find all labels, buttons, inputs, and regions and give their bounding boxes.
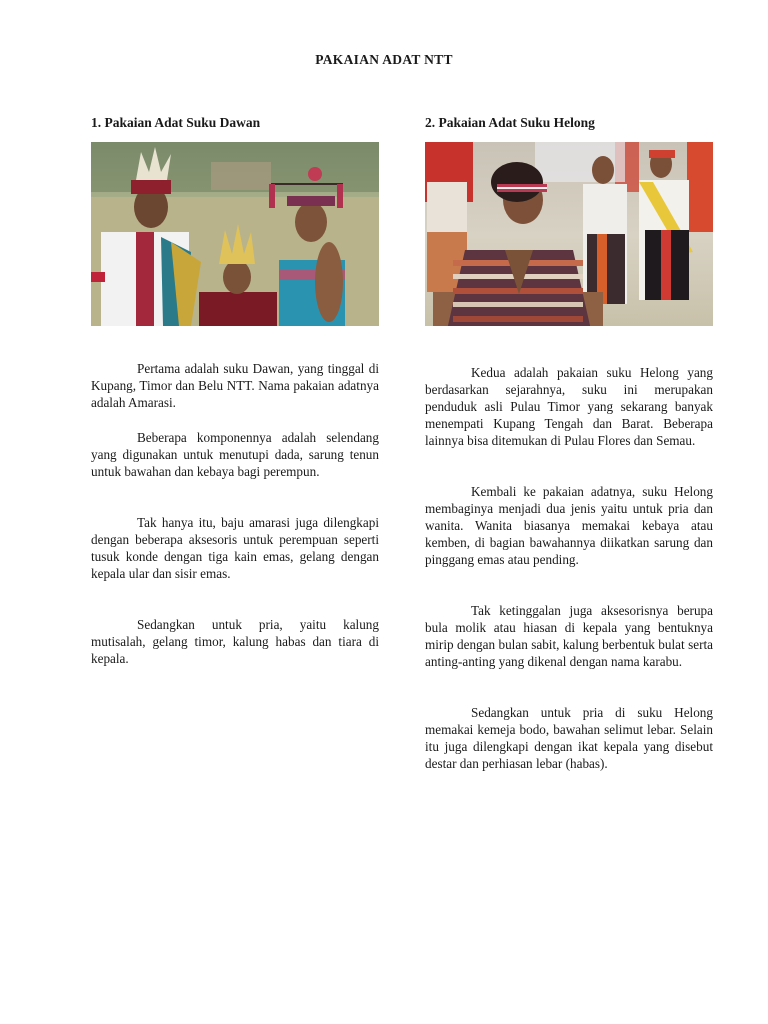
- paragraph: Pertama adalah suku Dawan, yang tinggal di Kupang, Timor dan Belu NTT. Nama pakaian adatnya adalah Amarasi.: [91, 361, 379, 410]
- dawan-family-photo: [91, 142, 379, 326]
- paragraph: Kembali ke pakaian adatnya, suku Helong membaginya menjadi dua jenis yaitu untuk pria dan wanita. Wanita biasanya memakai kebaya atau kemben, di bagian bawahannya diikatkan sarung dan pinggang emas atau pending.: [425, 484, 713, 567]
- paragraph: Beberapa komponennya adalah selendang yang digunakan untuk menutupi dada, sarung tenun untuk bawahan dan kebaya bagi perempun.: [91, 430, 379, 479]
- helong-woman-photo: [425, 142, 713, 326]
- section-heading: 1. Pakaian Adat Suku Dawan: [91, 115, 261, 130]
- section-heading: 2. Pakaian Adat Suku Helong: [425, 115, 595, 130]
- paragraph: Tak hanya itu, baju amarasi juga dilengkapi dengan beberapa aksesoris untuk perempuan seperti tusuk konde dengan tiga kain emas, gelang dengan kepala ular dan sisir emas.: [91, 515, 379, 581]
- paragraph: Sedangkan untuk pria di suku Helong memakai kemeja bodo, bawahan selimut lebar. Selain itu juga dilengkapi dengan ikat kepala yang disebut destar dan perhiasan lebar (habas).: [425, 705, 713, 771]
- page-title: PAKAIAN ADAT NTT: [315, 52, 453, 67]
- paragraph: Sedangkan untuk pria, yaitu kalung mutisalah, gelang timor, kalung habas dan tiara di kepala.: [91, 617, 379, 666]
- paragraph: Kedua adalah pakaian suku Helong yang berdasarkan sejarahnya, suku ini merupakan penduduk asli Pulau Timor yang sekarang banyak menempati Kupang Tengah dan Barat. Beberapa lainnya bisa ditemukan di Pulau Flores dan Semau.: [425, 365, 713, 448]
- paragraph: Tak ketinggalan juga aksesorisnya berupa bula molik atau hiasan di kepala yang bentuknya mirip dengan bulan sabit, kalung berbentuk bulat serta anting-anting yang dikenal dengan nama karabu.: [425, 603, 713, 669]
